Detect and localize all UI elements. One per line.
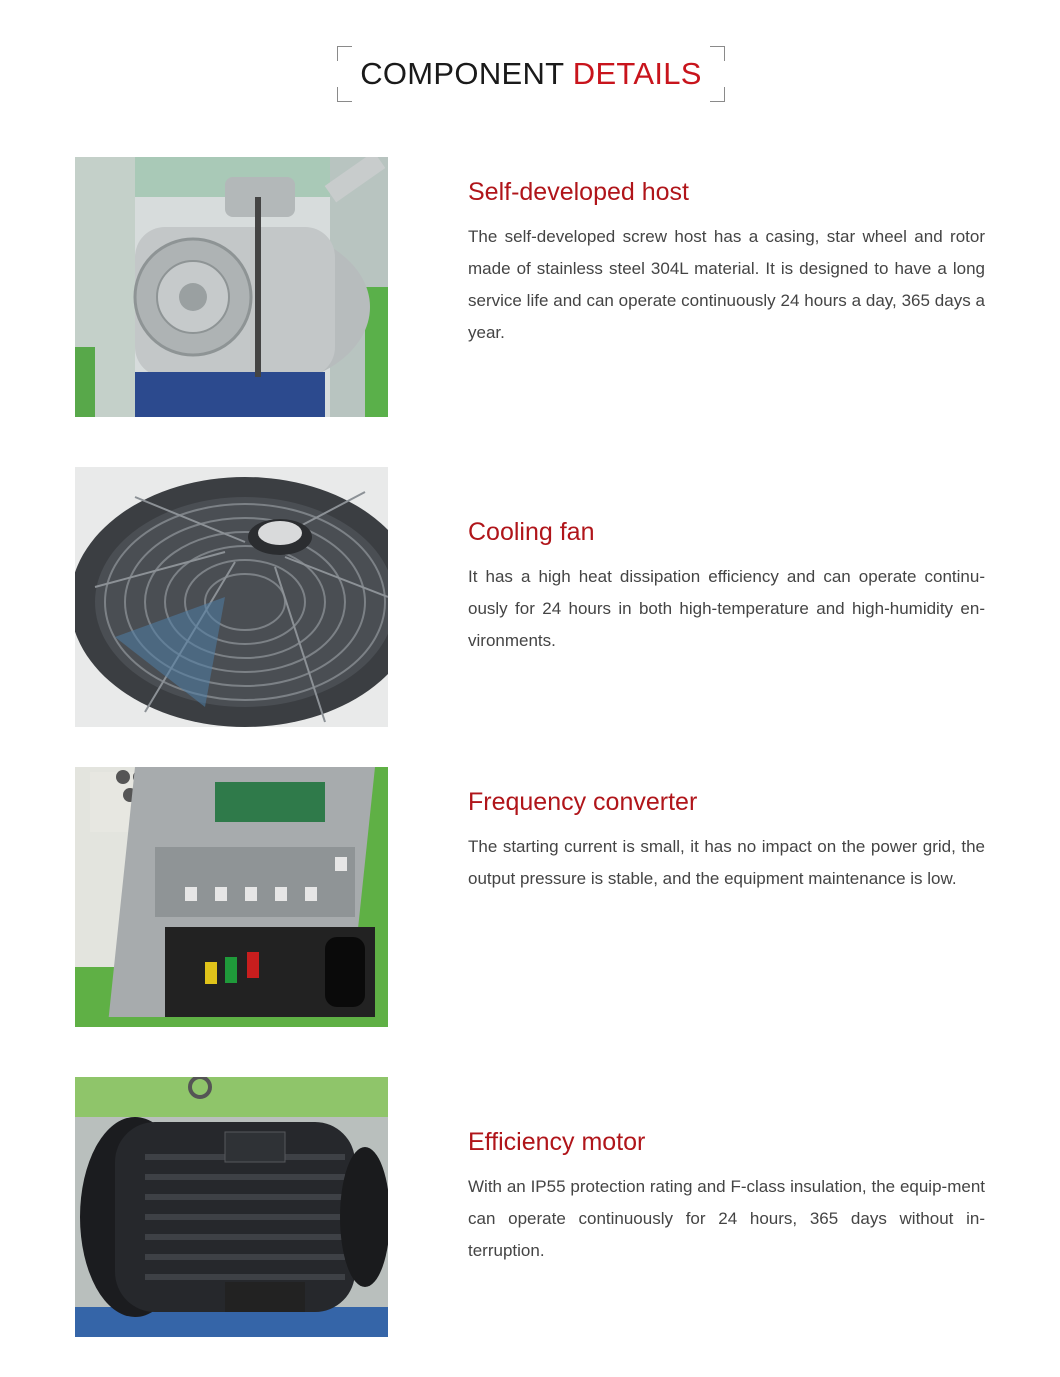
component-section-cooling-fan bbox=[75, 467, 985, 727]
component-section-efficiency-motor bbox=[75, 1077, 985, 1337]
component-title: Self-developed host bbox=[468, 178, 689, 206]
page-title-part1: COMPONENT bbox=[360, 56, 564, 91]
component-text-efficiency-motor bbox=[468, 1127, 985, 1267]
component-section-host bbox=[75, 157, 985, 417]
component-title: Cooling fan bbox=[468, 518, 595, 546]
component-description: It has a high heat dissipation efficiency and can operate continu-ously for 24 hours in both high-temperature and high-humidity en-vironments. bbox=[468, 567, 985, 650]
electric-motor-photo bbox=[75, 1077, 388, 1337]
page-title bbox=[337, 56, 725, 92]
component-text-cooling-fan bbox=[468, 517, 985, 657]
component-text-frequency-converter bbox=[468, 787, 985, 895]
screw-compressor-host-photo bbox=[75, 157, 388, 417]
component-title: Efficiency motor bbox=[468, 1128, 646, 1156]
cooling-fan-photo bbox=[75, 467, 388, 727]
component-section-frequency-converter bbox=[75, 767, 985, 1027]
component-description: The starting current is small, it has no impact on the power grid, the output pressure is stable, and the equipment maintenance is low. bbox=[468, 837, 985, 888]
component-text-host bbox=[468, 177, 985, 349]
frequency-converter-photo bbox=[75, 767, 388, 1027]
section-header bbox=[337, 46, 725, 102]
page-title-part2: DETAILS bbox=[572, 56, 702, 91]
component-description: The self-developed screw host has a casing, star wheel and rotor made of stainless steel 304L material. It is designed to have a long service life and can operate continuously 24 hours a day, 365 days a year. bbox=[468, 227, 985, 342]
component-title: Frequency converter bbox=[468, 788, 698, 816]
component-description: With an IP55 protection rating and F-class insulation, the equip-ment can operate continuously for 24 hours, 365 days without in-terruption. bbox=[468, 1177, 985, 1260]
